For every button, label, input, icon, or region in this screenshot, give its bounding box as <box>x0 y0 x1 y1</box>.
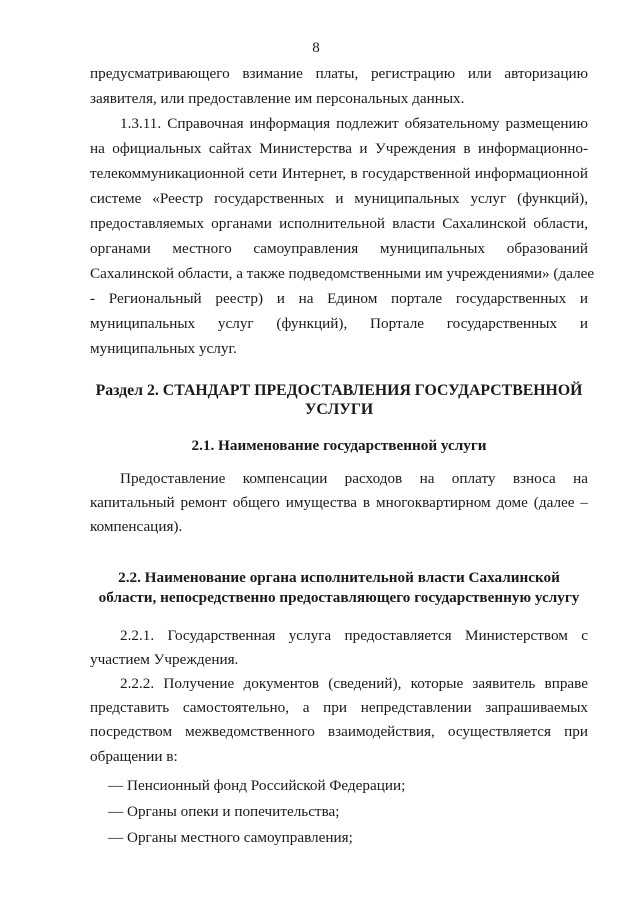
section-title: Раздел 2. СТАНДАРТ ПРЕДОСТАВЛЕНИЯ ГОСУДАРСТВЕННОЙ <box>95 382 583 399</box>
page-number: 8 <box>312 40 320 56</box>
text-line: муниципальных услуг. <box>90 340 237 357</box>
text-line: Сахалинской области, а также подведомственными им учреждениями» (далее <box>90 265 595 282</box>
text-line: участием Учреждения. <box>90 651 239 668</box>
text-line: капитальный ремонт общего имущества в многоквартирном доме (далее – <box>90 494 588 511</box>
text-line: посредством межведомственного взаимодействия, осуществляется при <box>90 723 588 740</box>
text-line: телекоммуникационной сети Интернет, в государственной информационной <box>90 165 588 182</box>
text-line: муниципальных услуг (функций), Портале государственных и <box>90 315 588 332</box>
list-item: — Пенсионный фонд Российской Федерации; <box>108 777 406 794</box>
subsection-heading: области, непосредственно предоставляющего государственную услугу <box>98 589 580 606</box>
text-line: компенсация). <box>90 518 183 535</box>
text-line: предусматривающего взимание платы, регистрацию или авторизацию <box>90 65 588 82</box>
list-item: — Органы опеки и попечительства; <box>108 803 340 820</box>
text-line: 2.2.2. Получение документов (сведений), которые заявитель вправе <box>120 675 588 692</box>
text-line: 1.3.11. Справочная информация подлежит обязательному размещению <box>120 115 588 132</box>
text-line: органами местного самоуправления муниципальных образований <box>90 240 588 257</box>
text-line: Предоставление компенсации расходов на оплату взноса на <box>120 470 588 487</box>
list-item: — Органы местного самоуправления; <box>108 829 353 846</box>
subsection-heading: 2.2. Наименование органа исполнительной власти Сахалинской <box>118 569 560 586</box>
subsection-heading: 2.1. Наименование государственной услуги <box>191 437 487 454</box>
section-title: УСЛУГИ <box>304 401 374 418</box>
text-line: предоставляемых органами исполнительной власти Сахалинской области, <box>90 215 588 232</box>
text-line: системе «Реестр государственных и муниципальных услуг (функций), <box>90 190 588 207</box>
text-line: - Региональный реестр) и на Едином портале государственных и <box>90 290 588 307</box>
text-line: на официальных сайтах Министерства и Учреждения в информационно- <box>90 140 588 157</box>
text-line: заявителя, или предоставление им персональных данных. <box>90 90 465 107</box>
text-line: 2.2.1. Государственная услуга предоставляется Министерством с <box>120 627 588 644</box>
text-line: представить самостоятельно, а при непредставлении запрашиваемых <box>90 699 588 716</box>
text-line: обращении в: <box>90 748 178 765</box>
